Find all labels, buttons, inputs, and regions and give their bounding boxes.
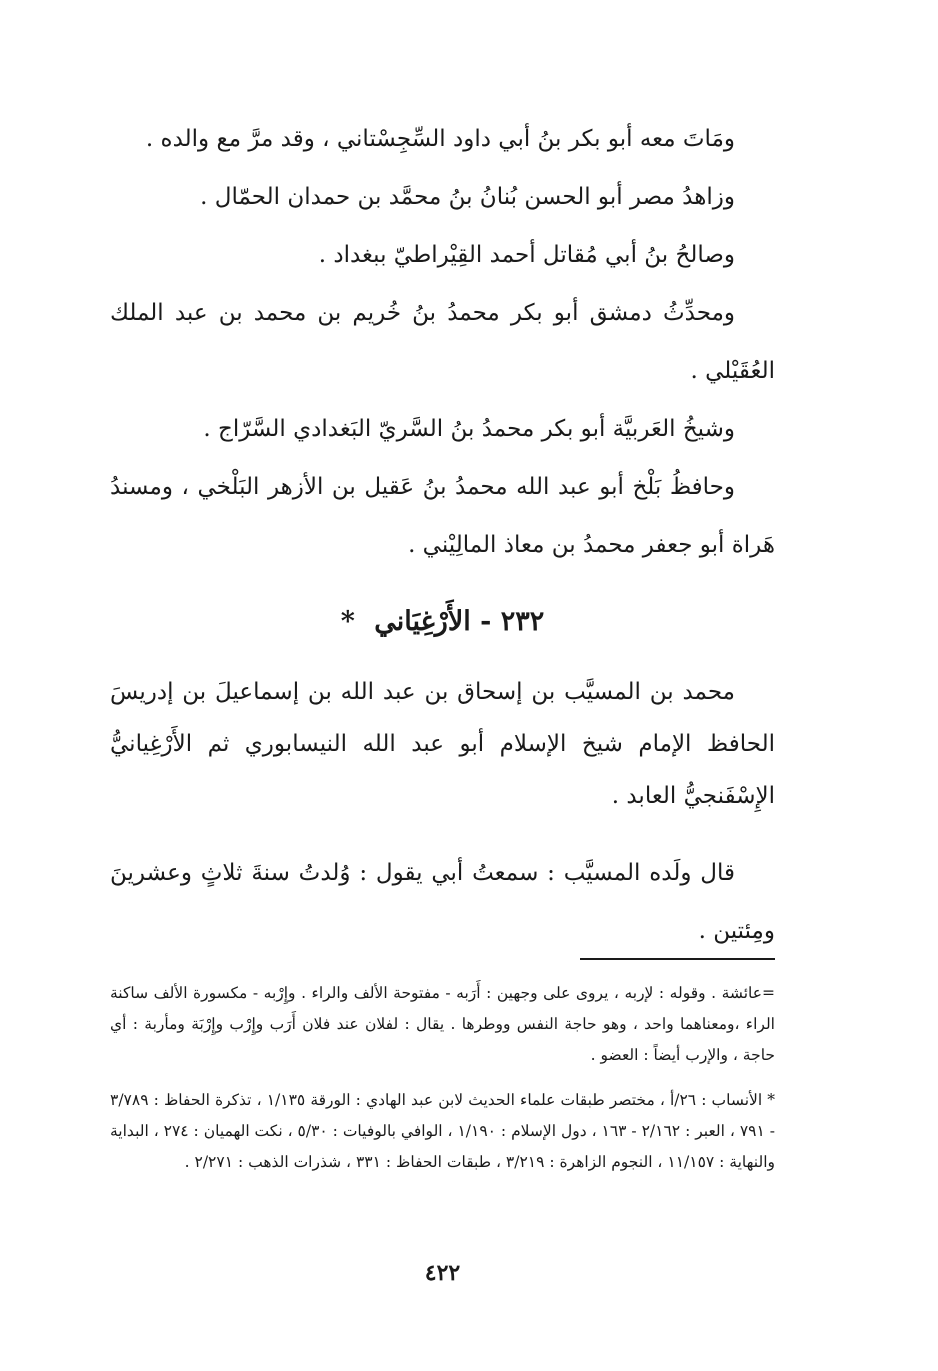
book-page [110,110,775,1310]
biography-paragraph: محمد بن المسيَّب بن إسحاق بن عبد الله بن إسماعيلَ بن إدريسَ الحافظ الإمام شيخ الإسلام أبو عبد الله النيسابوري ثم الأَرْغِيانيُّ الإِسْفَنجيُّ العابد . [110,679,775,809]
paragraph: ومَاتَ معه أبو بكر بنُ أبي داود السِّجِسْتاني ، وقد مرَّ مع والده . [145,126,735,152]
main-text [110,110,775,960]
footnote-star-marker: * [340,606,355,637]
paragraph: وحافظُ بَلْخ أبو عبد الله محمدُ بنُ عَقيل بن الأزهر البَلْخي ، ومسندُ هَراة أبو جعفر محمدُ بن معاذ المالِيْني . [110,474,775,558]
paragraph: وشيخُ العَربيَّة أبو بكر محمدُ بنُ السَّريّ البَغدادي السَّرّاج . [203,416,735,442]
paragraph: وصالحُ بنُ أبي مُقاتل أحمد القِيْراطيّ ببغداد . [318,242,735,268]
entry-title: ٢٣٢ - الأَرْغِيَاني [374,606,545,637]
biography-block [110,666,775,822]
quote-block [110,844,775,960]
entry-heading [110,592,775,652]
footnote-divider [580,958,775,960]
footnote-continuation: =عائشة . وقوله : لإربه ، يروى على وجهين : أَرَبه - مفتوحة الألف والراء . وإِرْبه - مكسورة الألف ساكنة الراء ،ومعناهما واحد ، وهو حاجة النفس ووطرها . يقال : لفلان عند فلان أَرَب وإِرْب وإِرْبَة ومأربة : أي حاجة ، والإرب أيضاً : العضو . [110,984,775,1064]
quote-paragraph: قال ولَده المسيَّب : سمعتُ أبي يقول : وُلدتُ سنةَ ثلاثٍ وعشرينَ ومِئتين . [110,860,775,944]
footnotes [110,978,775,1178]
paragraph: وزاهدُ مصر أبو الحسن بُنانُ بنُ محمَّد بن حمدان الحمّال . [200,184,735,210]
page-number: ٤٢٢ [424,1260,461,1286]
paragraph: ومحدِّثُ دمشق أبو بكر محمدُ بنُ خُريم بن محمد بن عبد الملك العُقَيْلي . [110,300,775,384]
footnote-sources: * الأنساب : ٢٦/أ ، مختصر طبقات علماء الحديث لابن عبد الهادي : الورقة ١/١٣٥ ، تذكرة الحفاظ : ٣/٧٨٩ - ٧٩١ ، العبر : ٢/١٦٢ - ١٦٣ ، دول الإسلام : ١/١٩٠ ، الوافي بالوفيات : ٥/٣٠ ، نكت الهميان : ٢٧٤ ، البداية والنهاية : ١١/١٥٧ ، النجوم الزاهرة : ٣/٢١٩ ، طبقات الحفاظ : ٣٣١ ، شذرات الذهب : ٢/٢٧١ . [110,1091,776,1171]
